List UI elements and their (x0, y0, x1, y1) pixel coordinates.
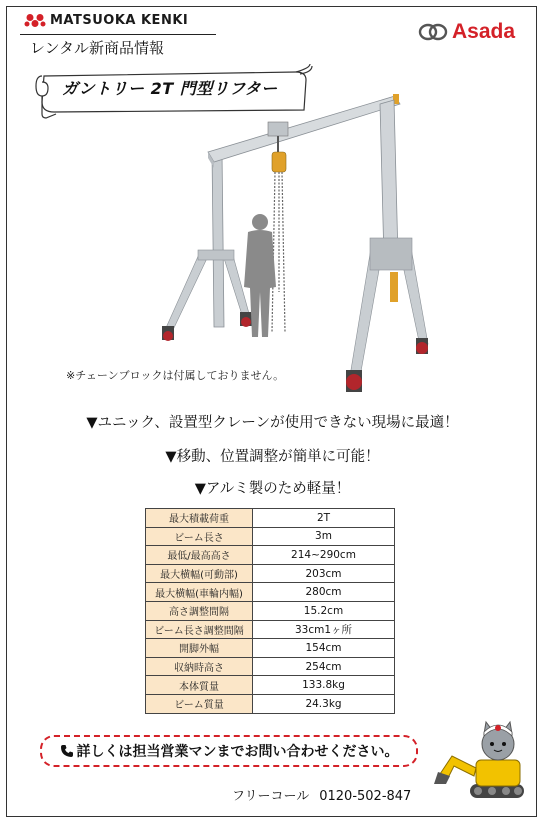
asada-brand (418, 20, 515, 44)
spec-value: 15.2cm (253, 601, 395, 620)
spec-table (145, 508, 395, 714)
excavator-mascot-icon (432, 712, 532, 812)
table-row (146, 527, 395, 546)
spec-value: 203cm (253, 564, 395, 583)
asada-logo-icon (418, 23, 448, 41)
freecall-line (232, 785, 421, 804)
spec-label: 本体質量 (146, 676, 253, 695)
table-row (146, 509, 395, 528)
spec-label: 収納時高さ (146, 657, 253, 676)
spec-label: 高さ調整間隔 (146, 601, 253, 620)
table-row (146, 676, 395, 695)
table-row (146, 546, 395, 565)
brand-name: MATSUOKA KENKI (50, 13, 189, 28)
spec-value: 214~290cm (253, 546, 395, 565)
spec-label: ビーム質量 (146, 694, 253, 713)
spec-label: 最大横幅(車輪内幅) (146, 583, 253, 602)
maker-name: Asada (451, 20, 515, 43)
table-row (146, 601, 395, 620)
contact-text: 詳しくは担当営業マンまでお問い合わせください。 (76, 744, 399, 760)
spec-label: 最低/最高高さ (146, 546, 253, 565)
spec-label: ビーム長さ (146, 527, 253, 546)
gantry-crane-illustration (150, 82, 450, 402)
spec-value: 33cm1ヶ所 (253, 620, 395, 639)
spec-label: 最大横幅(可動部) (146, 564, 253, 583)
feature-2: ▼移動、位置調整が簡単に可能！ (165, 449, 380, 465)
feature-3: ▼アルミ製のため軽量！ (194, 481, 351, 497)
table-row (146, 694, 395, 713)
spec-value: 280cm (253, 583, 395, 602)
product-title: ガントリー 2T 門型リフター (62, 79, 278, 98)
spec-value: 254cm (253, 657, 395, 676)
table-row (146, 620, 395, 639)
spec-value: 2T (253, 509, 395, 528)
table-row (146, 657, 395, 676)
header-rule (20, 34, 216, 35)
spec-label: 最大積載荷重 (146, 509, 253, 528)
phone-icon (60, 744, 74, 758)
spec-value: 24.3kg (253, 694, 395, 713)
spec-value: 154cm (253, 639, 395, 658)
matsuoka-logo-icon (24, 13, 46, 28)
chain-block-note: ※チェーンブロックは付属しておりません。 (66, 369, 285, 382)
table-row (146, 639, 395, 658)
spec-value: 3m (253, 527, 395, 546)
table-row (146, 564, 395, 583)
feature-1: ▼ユニック、設置型クレーンが使用できない現場に最適！ (86, 415, 459, 431)
page-subtitle: レンタル新商品情報 (30, 39, 165, 57)
spec-label: 開脚外幅 (146, 639, 253, 658)
freecall-label: フリーコール (232, 789, 310, 804)
table-row (146, 583, 395, 602)
spec-value: 133.8kg (253, 676, 395, 695)
spec-label: ビーム長さ調整間隔 (146, 620, 253, 639)
freecall-number[interactable]: 0120-502-847 (319, 789, 412, 804)
matsuoka-brand (24, 13, 188, 28)
contact-banner (40, 735, 418, 767)
